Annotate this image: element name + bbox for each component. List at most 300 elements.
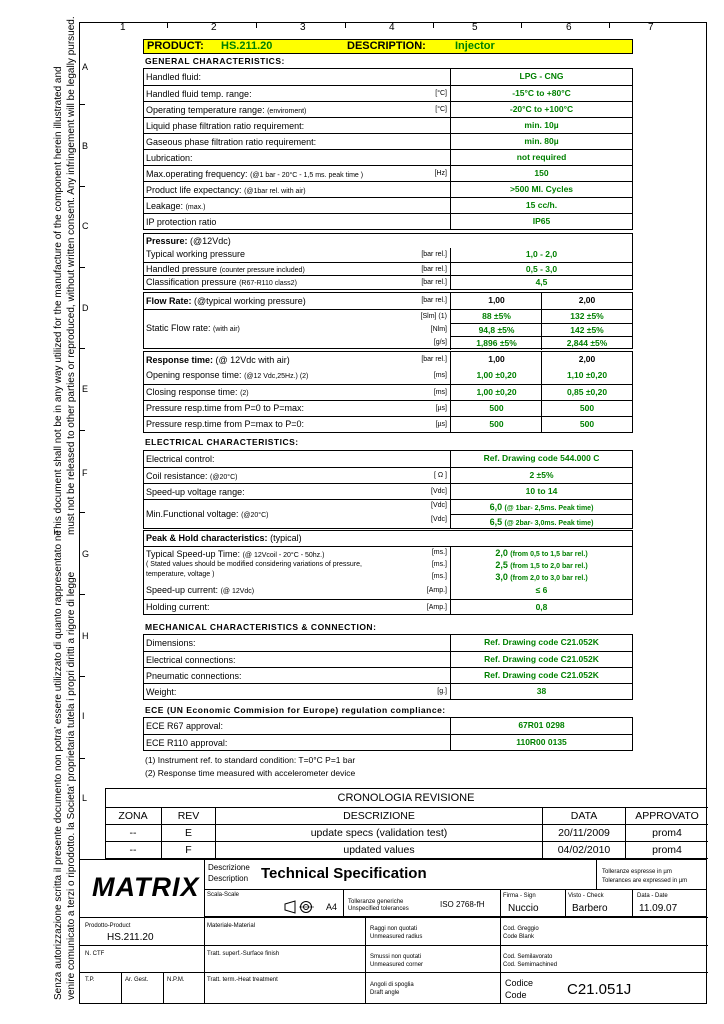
spec-row (144, 683, 632, 699)
spec-label (146, 602, 210, 612)
description-en: Description (208, 874, 249, 883)
code-cell (500, 972, 708, 1003)
spec-row (144, 583, 632, 599)
column-number: 6 (566, 22, 572, 33)
revision-header-cell: DESCRIZIONE (215, 807, 543, 825)
revision-table (105, 788, 707, 860)
revision-cell: F (161, 841, 216, 859)
scale-cell (204, 889, 344, 917)
spec-value: not required (450, 150, 632, 165)
revision-cell: update specs (validation test) (215, 824, 543, 842)
response-label (146, 403, 304, 413)
date-cell (632, 889, 707, 917)
revision-cell: E (161, 824, 216, 842)
spec-label-text: Speed-up current: (146, 585, 219, 595)
spec-label (146, 137, 316, 147)
spec-label-text: Leakage: (146, 201, 184, 211)
pressure-title-row (144, 234, 632, 248)
spec-label-text: Speed-up voltage range: (146, 487, 245, 497)
column-number: 7 (648, 22, 654, 33)
response-label (146, 419, 304, 429)
sign-value: Nuccio (508, 903, 539, 914)
mechanical-table (143, 634, 633, 700)
response-title: Response time: (146, 355, 214, 365)
row-letter: L (82, 793, 88, 803)
sub-value-note: (@ 2bar- 3,0ms. Peak time) (504, 520, 594, 527)
sub-value-note: (from 0,5 to 1,5 bar rel.) (510, 551, 588, 558)
sub-value-cell (450, 559, 632, 571)
spec-label-text: Operating temperature range: (146, 105, 265, 115)
date-value: 11.09.07 (639, 903, 678, 914)
projection-symbol-icon (283, 900, 315, 914)
revision-cell: 04/02/2010 (542, 841, 626, 859)
speedup-time-row (144, 546, 632, 583)
corner-en: Unmeasured corner (370, 962, 424, 968)
spec-value: 4,5 (450, 276, 632, 289)
spec-unit: [°C] (435, 90, 447, 97)
spec-value: 1,0 - 2,0 (450, 248, 632, 262)
spec-value: ≤ 6 (450, 583, 632, 599)
semimachined-cell (500, 945, 708, 973)
material-label: Materiale-Material (207, 923, 256, 929)
min-voltage-label: Min.Functional voltage: (146, 509, 239, 519)
spec-value: 10 to 14 (450, 484, 632, 499)
spec-label (146, 264, 305, 274)
sub-unit: [ms.] (431, 561, 447, 568)
response-value-1: 1,00 ±0,20 (450, 368, 542, 384)
spec-unit: [°C] (435, 106, 447, 113)
spec-row (144, 651, 632, 667)
peak-hold-title-note: (typical) (270, 533, 302, 543)
spec-row (144, 133, 632, 149)
tp-label: T.P. (85, 977, 95, 983)
spec-label-note: (R67-R110 class2) (239, 280, 297, 287)
spec-label-text: Handled pressure (146, 263, 218, 274)
radii-it: Raggi non quotati (370, 926, 418, 932)
general-tolerance-en: Unspecified tolerances (348, 906, 409, 912)
spec-unit: [Vdc] (431, 488, 447, 495)
general-tolerance-it: Tolleranze generiche (348, 899, 404, 905)
spec-value: >500 Ml. Cycles (450, 182, 632, 197)
spec-label (146, 169, 363, 179)
response-label-text: Opening response time: (146, 370, 242, 380)
response-label-note: (2) (240, 390, 249, 397)
response-row (144, 368, 632, 384)
response-label-text: Closing response time: (146, 387, 238, 397)
flow-value-1: 94,8 ±5% (450, 323, 542, 337)
spec-value: 150 (450, 166, 632, 181)
spec-label (146, 217, 216, 227)
electrical-table (143, 450, 633, 529)
material-cell (204, 917, 366, 946)
response-value-2: 1,10 ±0,20 (541, 368, 632, 384)
response-header-2: 2,00 (541, 352, 632, 368)
flow-value-2: 132 ±5% (541, 310, 632, 323)
side-notice-it (52, 530, 78, 1000)
tolerance-en: Tolerances are expressed in µm (602, 878, 688, 884)
flow-title-unit: [bar rel.] (421, 297, 447, 304)
electrical-section-title: ELECTRICAL CHARACTERISTICS: (145, 437, 299, 447)
column-number: 4 (389, 22, 395, 33)
spec-row (144, 69, 632, 85)
flow-unit: [g/s] (433, 339, 447, 346)
surface-label: Tratt. superf.-Surface finish (207, 951, 280, 957)
flow-value-1: 88 ±5% (450, 310, 542, 323)
spec-value: 38 (450, 684, 632, 699)
spec-unit: [bar rel.] (421, 279, 447, 286)
description-value: Technical Specification (261, 865, 427, 882)
spec-value: 0,8 (450, 600, 632, 615)
flow-title-note: (@typical working pressure) (194, 296, 306, 306)
response-row (144, 384, 632, 400)
footnote-2: (2) Response time measured with accelerometer device (145, 768, 356, 778)
response-table (143, 351, 633, 433)
spec-label-text: Handled fluid: (146, 72, 202, 82)
spec-row (144, 213, 632, 229)
spec-row (144, 635, 632, 651)
spec-label (146, 121, 304, 131)
sub-unit: [Vdc] (431, 502, 447, 509)
revision-cell: prom4 (625, 824, 708, 842)
side-notice-en-line2: must not be released to other parties or reproduced, without written consent. Any infringement will be legally pursued. (66, 16, 77, 535)
spec-label-note: (@1 bar - 20°C - 1,5 ms. peak time ) (250, 172, 364, 179)
heat-cell (204, 972, 366, 1003)
row-letter: H (82, 631, 89, 641)
spec-unit: [g.] (437, 688, 447, 695)
side-notice-it-line1: Senza autorizzazione scritta il presente documento non potra' essere utilizzato di quanto rappresentato ne (53, 530, 64, 1000)
spec-row (144, 248, 632, 262)
sign-label: Firma - Sign (503, 893, 536, 899)
spec-row (144, 467, 632, 483)
description-label: DESCRIPTION: (347, 40, 426, 52)
response-value-2: 500 (541, 417, 632, 432)
column-number: 2 (211, 22, 217, 33)
general-section-title: GENERAL CHARACTERISTICS: (145, 56, 285, 66)
side-notice-en (52, 16, 78, 535)
spec-label-text: Lubrication: (146, 153, 193, 163)
spec-label-text: Product life expectancy: (146, 185, 242, 195)
spec-label (146, 105, 306, 115)
row-letter: I (82, 711, 85, 721)
sub-value-note: (from 2,0 to 3,0 bar rel.) (510, 575, 588, 582)
pressure-table (143, 233, 633, 290)
tb-product-value: HS.211.20 (107, 932, 154, 943)
column-number: 3 (300, 22, 306, 33)
spec-label-text: Liquid phase filtration ratio requirement: (146, 121, 305, 131)
response-label-note: (@12 Vdc,25Hz.) (2) (244, 373, 309, 380)
spec-row (144, 262, 632, 276)
row-letter: D (82, 303, 89, 313)
scale-label: Scala-Scale (207, 892, 240, 898)
spec-unit: [Amp.] (426, 603, 447, 611)
response-value-2: 500 (541, 401, 632, 416)
spec-label-text: Max.operating frequency: (146, 169, 248, 179)
surface-cell (204, 945, 366, 973)
description-value: Injector (455, 40, 495, 52)
speedup-time-label: Typical Speed-up Time: (146, 549, 241, 559)
spec-value: 15 cc/h. (450, 198, 632, 213)
spec-label-text: Holding current: (146, 601, 210, 612)
spec-label (146, 153, 193, 163)
revision-cell: 20/11/2009 (542, 824, 626, 842)
response-header-1: 1,00 (450, 352, 542, 368)
sub-value-cell (450, 500, 632, 514)
spec-label-text: Coil resistance: (146, 471, 208, 481)
flow-title-row (144, 293, 632, 309)
spec-label-text: ECE R110 approval: (146, 738, 228, 748)
column-number: 5 (472, 22, 478, 33)
response-value-2: 0,85 ±0,20 (541, 385, 632, 400)
spec-label (146, 738, 227, 748)
response-unit: [ms] (433, 372, 447, 379)
spec-label-note: (counter pressure included) (219, 266, 305, 274)
code-value: C21.051J (567, 981, 632, 998)
response-unit: [ms] (433, 389, 447, 396)
spec-value: -20°C to +100°C (450, 102, 632, 117)
spec-unit: [bar rel.] (421, 251, 447, 258)
blank-cell (500, 917, 708, 946)
spec-label-text: Gaseous phase filtration ratio requirement: (146, 137, 317, 147)
sub-value-cell (450, 571, 632, 583)
npm-cell (163, 972, 205, 1003)
spec-row (144, 599, 632, 615)
response-title-note: (@ 12Vdc with air) (215, 355, 290, 365)
gest-cell (121, 972, 164, 1003)
response-value-1: 500 (450, 401, 542, 416)
product-cell (79, 917, 205, 946)
spec-label (146, 487, 245, 497)
spec-label-text: Weight: (146, 687, 177, 697)
spec-row (144, 85, 632, 101)
spec-label-text: Electrical connections: (146, 655, 236, 665)
spec-label (146, 201, 205, 211)
response-row (144, 400, 632, 416)
radii-en: Unmeasured radius (370, 934, 423, 940)
revision-cell: -- (105, 824, 162, 842)
product-value: HS.211.20 (221, 40, 273, 52)
spec-label-note: (@20°C) (210, 474, 238, 481)
column-number: 1 (120, 22, 126, 33)
spec-value: -15°C to +80°C (450, 86, 632, 101)
corner-cell (365, 945, 501, 973)
revision-cell: prom4 (625, 841, 708, 859)
sub-value: 2,5 (495, 560, 508, 570)
draft-cell (365, 972, 501, 1003)
tb-product-label: Prodotto-Product (85, 923, 131, 929)
sign-cell (500, 889, 566, 917)
spec-value: min. 80µ (450, 134, 632, 149)
corner-it: Smussi non quotati (370, 954, 422, 960)
min-voltage-note: (@20°C) (241, 512, 269, 519)
response-title-row (144, 352, 632, 368)
spec-row (144, 734, 632, 750)
sub-unit: [Vdc] (431, 516, 447, 523)
response-unit: [µs] (435, 405, 447, 412)
flow-header-1: 1,00 (450, 293, 542, 309)
spec-label-text: ECE R67 approval: (146, 721, 224, 731)
product-label: PRODUCT: (147, 40, 204, 52)
flow-static-row (144, 309, 632, 348)
flow-static-note: (with air) (213, 326, 240, 333)
speedup-time-remark: ( Stated values should be modified considering variations of pressure, (146, 561, 362, 568)
blank-it: Cod. Greggio (503, 926, 539, 932)
sub-value-note: (@ 1bar- 2,5ms. Peak time) (504, 505, 594, 512)
sub-unit: [ms.] (431, 573, 447, 580)
code-it: Codice (505, 978, 534, 988)
revision-header-cell: REV (161, 807, 216, 825)
heat-label: Tratt. term.-Heat treatment (207, 977, 278, 983)
flow-unit: [Nlm] (430, 326, 447, 333)
spec-label-note: (enviroment) (267, 108, 307, 115)
row-letter: F (82, 468, 88, 478)
company-logo: MATRIX (92, 872, 200, 902)
row-letter: G (82, 549, 90, 559)
check-value: Barbero (572, 903, 608, 914)
spec-label (146, 277, 297, 287)
response-value-1: 1,00 ±0,20 (450, 385, 542, 400)
spec-label (146, 89, 252, 99)
spec-row (144, 718, 632, 734)
flow-unit: [Slm] (1) (420, 313, 447, 320)
blank-en: Code Blank (503, 934, 535, 940)
peak-hold-title-row (144, 531, 632, 546)
spec-label-note: (max.) (185, 204, 206, 211)
footnote-1: (1) Instrument ref. to standard condition: T=0°C P=1 bar (145, 755, 356, 765)
spec-value: Ref. Drawing code 544.000 C (450, 451, 632, 467)
spec-label (146, 471, 237, 481)
check-cell (565, 889, 633, 917)
response-unit: [µs] (435, 421, 447, 428)
pressure-title-note: (@12Vdc) (190, 236, 231, 246)
draft-en: Draft angle (370, 990, 400, 996)
ctf-cell (79, 945, 205, 973)
general-tolerance-cell (343, 889, 501, 917)
spec-unit: [Hz] (434, 170, 447, 177)
spec-label (146, 454, 215, 464)
spec-value: 2 ±5% (450, 468, 632, 483)
product-banner (143, 39, 633, 54)
date-label: Data - Date (637, 893, 668, 899)
spec-value: 110R00 0135 (450, 735, 632, 750)
revision-header-cell: ZONA (105, 807, 162, 825)
spec-value: Ref. Drawing code C21.052K (450, 668, 632, 683)
gest-label: Ar. Gest. (125, 977, 149, 983)
spec-label (146, 185, 306, 195)
description-cell (204, 859, 597, 890)
spec-value: Ref. Drawing code C21.052K (450, 635, 632, 651)
peak-hold-table (143, 530, 633, 615)
response-title-unit: [bar rel.] (421, 356, 447, 363)
spec-value: 0,5 - 3,0 (450, 263, 632, 276)
response-row (144, 416, 632, 432)
ctf-label: N. CTF (85, 951, 105, 957)
flow-table (143, 292, 633, 349)
spec-row (144, 667, 632, 683)
response-label (146, 370, 308, 380)
spec-label (146, 721, 223, 731)
revision-cell: updated values (215, 841, 543, 859)
spec-label-text: Handled fluid temp. range: (146, 89, 252, 99)
spec-value: LPG - CNG (450, 69, 632, 85)
sub-value: 3,0 (495, 572, 508, 582)
revision-header-cell: APPROVATO (625, 807, 708, 825)
side-notice-en-line1: This document shall not be in any way utilized for the manufacture of the component herein illustrated and (53, 66, 64, 535)
tp-cell (79, 972, 122, 1003)
spec-unit: [ Ω ] (433, 472, 447, 479)
response-value-1: 500 (450, 417, 542, 432)
spec-value: min. 10µ (450, 118, 632, 133)
spec-label-text: Dimensions: (146, 638, 196, 648)
spec-row (144, 451, 632, 467)
flow-title: Flow Rate: (146, 296, 192, 306)
spec-label (146, 72, 201, 82)
code-en: Code (505, 990, 527, 1000)
flow-header-2: 2,00 (541, 293, 632, 309)
row-letter: A (82, 62, 89, 72)
npm-label: N.P.M. (167, 977, 185, 983)
response-label-text: Pressure resp.time from P=max to P=0: (146, 419, 305, 429)
speedup-time-note: (@ 12Vcoil - 20°C - 50hz.) (242, 552, 325, 559)
tolerance-it: Tolleranze espresse in µm (602, 869, 672, 875)
sub-value: 6,0 (489, 502, 503, 512)
sheet-format: A4 (326, 902, 338, 912)
flow-static-label: Static Flow rate: (146, 323, 211, 333)
radii-cell (365, 917, 501, 946)
spec-label (146, 687, 176, 697)
general-tolerance-value: ISO 2768-fH (440, 900, 485, 909)
peak-hold-title: Peak & Hold characteristics: (146, 533, 268, 543)
spec-row (144, 117, 632, 133)
spec-label (146, 638, 196, 648)
row-letter: E (82, 384, 89, 394)
semi-it: Cod. Semilavorato (503, 954, 553, 960)
spec-label-note: (@1bar rel. with air) (244, 188, 306, 195)
general-table (143, 68, 633, 230)
sub-value: 2,0 (495, 548, 508, 558)
spec-label (146, 249, 245, 259)
spec-row (144, 197, 632, 213)
mechanical-section-title: MECHANICAL CHARACTERISTICS & CONNECTION: (145, 622, 377, 632)
flow-value-1: 1,896 ±5% (450, 336, 542, 350)
semi-en: Cod. Semimachined (503, 962, 558, 968)
spec-label (146, 585, 254, 595)
spec-label (146, 655, 236, 665)
spec-unit: [Amp.] (426, 587, 447, 594)
spec-label-text: Electrical control: (146, 454, 215, 464)
spec-label-text: IP protection ratio (146, 217, 217, 227)
response-label-text: Pressure resp.time from P=0 to P=max: (146, 403, 305, 413)
revision-cell: -- (105, 841, 162, 859)
sub-value-cell (450, 514, 632, 529)
spec-label-note: (@ 12Vdc) (220, 588, 255, 595)
spec-label-text: Pneumatic connections: (146, 671, 242, 681)
spec-label-text: Typical working pressure (146, 249, 246, 259)
check-label: Visto - Check (568, 893, 604, 899)
row-letter: B (82, 141, 89, 151)
revision-title: CRONOLOGIA REVISIONE (337, 792, 475, 804)
spec-value: Ref. Drawing code C21.052K (450, 652, 632, 667)
spec-row (144, 483, 632, 499)
flow-value-2: 2,844 ±5% (541, 336, 632, 350)
spec-value: IP65 (450, 214, 632, 229)
sub-value-cell (450, 547, 632, 559)
ece-section-title: ECE (UN Economic Commision for Europe) regulation compliance: (145, 705, 446, 715)
flow-value-2: 142 ±5% (541, 323, 632, 337)
spec-row (144, 275, 632, 289)
response-label (146, 387, 249, 397)
sub-unit: [ms.] (431, 549, 447, 556)
pressure-title: Pressure: (146, 236, 188, 246)
